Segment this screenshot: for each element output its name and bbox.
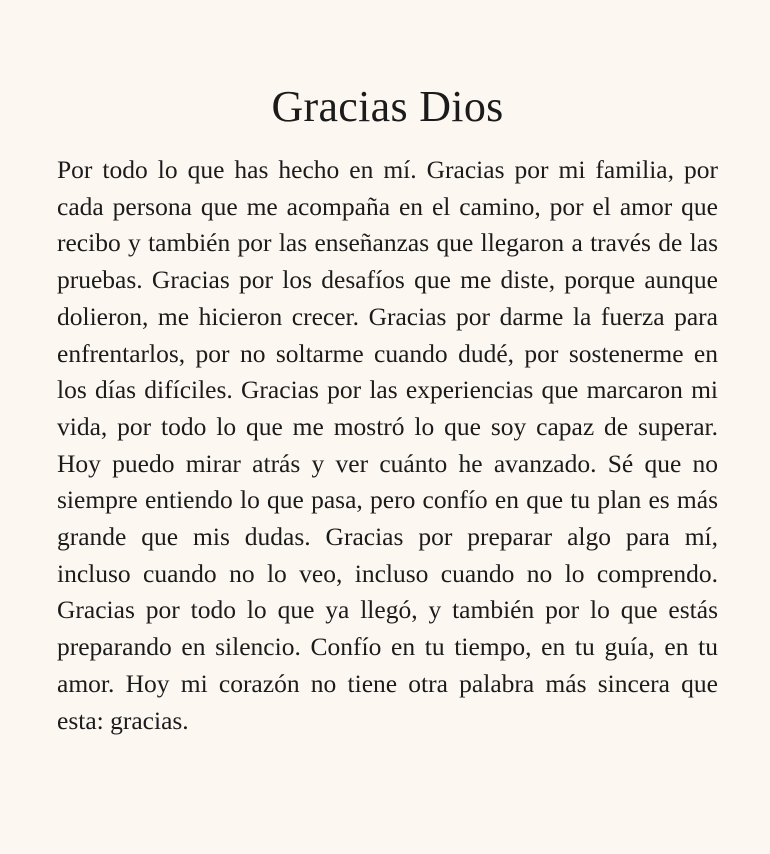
body-paragraph: Por todo lo que has hecho en mí. Gracias por mi familia, por cada persona que me acompaña en el camino, por el amor que recibo y también por las enseñanzas que llegaron a través de las pruebas. Gracias por los desafíos que me diste, porque aunque dolieron, me hicieron crecer. Gracias por darme la fuerza para enfrentarlos, por no soltarme cuando dudé, por sostenerme en los días difíciles. Gracias por las experiencias que marcaron mi vida, por todo lo que me mostró lo que soy capaz de superar. Hoy puedo mirar atrás y ver cuánto he avanzado. Sé que no siempre entiendo lo que pasa, pero confío en que tu plan es más grande que mis dudas. Gracias por preparar algo para mí, incluso cuando no lo veo, incluso cuando no lo comprendo. Gracias por todo lo que ya llegó, y también por lo que estás preparando en silencio. Confío en tu tiempo, en tu guía, en tu amor. Hoy mi corazón no tiene otra palabra más sincera que esta: gracias. [57,155,718,735]
page-title: Gracias Dios [271,82,504,131]
